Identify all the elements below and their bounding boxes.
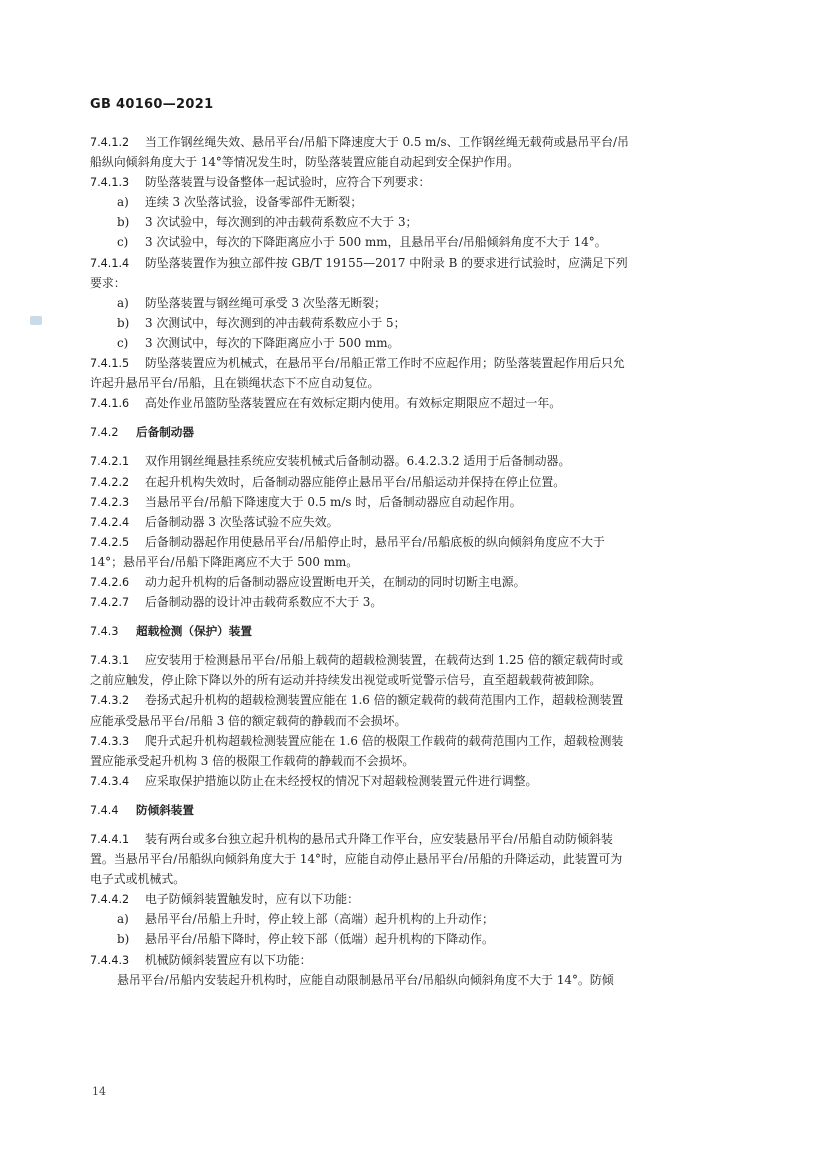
list-item: [90, 232, 738, 252]
list-item-text: 连续 3 次坠落试验，设备零部件无断裂；: [145, 195, 363, 210]
list-item: [90, 333, 738, 353]
clause-text: 电子防倾斜装置触发时，应有以下功能：: [145, 892, 360, 907]
clause-number: 7.4.2.1: [90, 455, 130, 469]
clause-text: 后备制动器的设计冲击载荷系数应不大于 3。: [145, 595, 383, 610]
clause-text: 防坠落装置作为独立部件按 GB/T 19155—2017 中附录 B 的要求进行试验时，应满足下列: [145, 255, 628, 270]
clause-number: 7.4.2.7: [90, 596, 130, 610]
clause-text: 机械防倾斜装置应有以下功能：: [145, 952, 312, 967]
list-item-label: a): [117, 295, 129, 310]
clause-text: 当工作钢丝绳失效、悬吊平台/吊船下降速度大于 0.5 m/s、工作钢丝绳无载荷或悬吊平台/吊: [145, 135, 629, 149]
clause-number: 7.4.3.4: [90, 774, 130, 788]
section-heading: [90, 422, 738, 442]
continuation-line: 14°；悬吊平台/吊船下降距离应不大于 500 mm。: [90, 554, 359, 569]
clause: [90, 253, 738, 273]
clause-text: 防坠落装置与设备整体一起试验时，应符合下列要求：: [145, 175, 431, 190]
clause-text: 后备制动器起作用使悬吊平台/吊船停止时，悬吊平台/吊船底板的纵向倾斜角度应不大于: [145, 534, 605, 549]
continuation-line: 许起升悬吊平台/吊船，且在锁绳状态下不应自动复位。: [90, 376, 380, 391]
continuation-line: 要求：: [90, 275, 126, 290]
clause-number: 7.4.3.3: [90, 734, 130, 748]
clause-number: 7.4.4.3: [90, 953, 130, 967]
clause-text: 应安装用于检测悬吊平台/吊船上载荷的超载检测装置，在载荷达到 1.25 倍的额定载荷时或: [145, 653, 623, 668]
list-item-text: 3 次测试中，每次的下降距离应小于 500 mm。: [145, 335, 400, 350]
section-heading: [90, 800, 738, 820]
clause-number: 7.4.1.3: [90, 176, 130, 190]
clause-number: 7.4.1.6: [90, 397, 130, 411]
clause: [90, 592, 738, 612]
clause-number: 7.4.4.1: [90, 833, 130, 846]
side-marker: [30, 316, 42, 325]
clause: [90, 950, 738, 970]
list-item: [90, 313, 738, 333]
continuation-line: 船纵向倾斜角度大于 14°等情况发生时，防坠落装置应能自动起到安全保护作用。: [90, 155, 520, 170]
list-item-label: a): [117, 912, 129, 927]
continuation-line: 之前应触发，停止除下降以外的所有运动并持续发出视觉或听觉警示信号，直至超载载荷被卸除。: [90, 673, 602, 688]
list-item-label: c): [117, 335, 129, 350]
list-item-label: a): [117, 195, 129, 210]
continuation-line: 置应能承受起升机构 3 倍的极限工作载荷的静载而不会损坏。: [90, 753, 415, 768]
clause-number: 7.4.4.2: [90, 893, 130, 907]
page-number: 14: [92, 1085, 106, 1098]
clause-number: 7.4.3.2: [90, 694, 130, 708]
section-title: 后备制动器: [136, 425, 194, 440]
clause-number: 7.4.1.5: [90, 357, 130, 371]
list-item-label: c): [117, 235, 129, 250]
clause: [90, 532, 738, 552]
clause-number: 7.4.4: [90, 803, 119, 817]
list-item-label: b): [117, 215, 130, 230]
continuation-line: 置。当悬吊平台/吊船纵向倾斜角度大于 14°时，应能自动停止悬吊平台/吊船的升降运动，此装置可为: [90, 852, 623, 867]
clause: [90, 690, 738, 710]
list-item-text: 3 次试验中，每次的下降距离应小于 500 mm，且悬吊平台/吊船倾斜角度不大于 14°。: [145, 235, 607, 250]
section-heading: [90, 621, 738, 641]
clause-text: 高处作业吊篮防坠落装置应在有效标定期内使用。有效标定期限应不超过一年。: [145, 396, 562, 411]
list-item-text: 悬吊平台/吊船下降时，停止较下部（低端）起升机构的下降动作。: [145, 932, 494, 947]
section-title: 超载检测（保护）装置: [136, 624, 252, 639]
continuation-line: 电子式或机械式。: [90, 872, 186, 887]
clause-number: 7.4.2.4: [90, 515, 130, 529]
continuation-line: 悬吊平台/吊船内安装起升机构时，应能自动限制悬吊平台/吊船纵向倾斜角度不大于 14°。防倾: [117, 972, 614, 987]
list-item-label: b): [117, 315, 130, 330]
clause-number: 7.4.1.4: [90, 256, 130, 270]
continuation-line: 应能承受悬吊平台/吊船 3 倍的额定载荷的静载而不会损坏。: [90, 713, 407, 728]
clause-text: 双作用钢丝绳悬挂系统应安装机械式后备制动器。6.4.2.3.2 适用于后备制动器。: [145, 454, 571, 469]
clause: [90, 172, 738, 192]
clause: [90, 472, 738, 492]
list-item-text: 3 次测试中，每次测到的冲击载荷系数应小于 5；: [145, 315, 406, 330]
clause-number: 7.4.2.5: [90, 535, 130, 549]
clause-text: 防坠落装置应为机械式，在悬吊平台/吊船正常工作时不应起作用；防坠落装置起作用后只允: [145, 356, 625, 371]
document-code: GB 40160—2021: [90, 97, 214, 112]
section-title: 防倾斜装置: [136, 802, 194, 817]
clause-number: 7.4.3.1: [90, 654, 130, 668]
list-item: [90, 293, 738, 313]
clause-text: 应采取保护措施以防止在未经授权的情况下对超载检测装置元件进行调整。: [145, 773, 538, 788]
clause-text: 当悬吊平台/吊船下降速度大于 0.5 m/s 时，后备制动器应自动起作用。: [145, 494, 522, 509]
document-body: [90, 132, 738, 990]
clause: [90, 393, 738, 413]
list-item-text: 3 次试验中，每次测到的冲击载荷系数应不大于 3；: [145, 215, 418, 230]
clause-number: 7.4.2.2: [90, 475, 130, 489]
clause-text: 装有两台或多台独立起升机构的悬吊式升降工作平台，应安装悬吊平台/吊船自动防倾斜装: [145, 832, 613, 846]
clause-text: 在起升机构失效时，后备制动器应能停止悬吊平台/吊船运动并保持在停止位置。: [145, 474, 566, 489]
clause: [90, 889, 738, 909]
clause: [90, 353, 738, 373]
clause: [90, 829, 738, 849]
clause-text: 卷扬式起升机构的超载检测装置应能在 1.6 倍的额定载荷的载荷范围内工作，超载检测装置: [145, 693, 624, 708]
list-item-label: b): [117, 932, 130, 947]
clause-number: 7.4.2.6: [90, 575, 130, 589]
clause: [90, 771, 738, 791]
clause-text: 爬升式起升机构超载检测装置应能在 1.6 倍的极限工作载荷的载荷范围内工作，超载检测装: [145, 733, 624, 748]
clause: [90, 132, 738, 152]
list-item-text: 防坠落装置与钢丝绳可承受 3 次坠落无断裂；: [145, 295, 387, 310]
list-item: [90, 929, 738, 949]
clause: [90, 572, 738, 592]
clause-number: 7.4.1.2: [90, 136, 130, 149]
list-item: [90, 192, 738, 212]
clause: [90, 451, 738, 471]
clause: [90, 512, 738, 532]
clause: [90, 731, 738, 751]
clause: [90, 492, 738, 512]
list-item-text: 悬吊平台/吊船上升时，停止较上部（高端）起升机构的上升动作；: [145, 912, 494, 927]
clause-text: 动力起升机构的后备制动器应设置断电开关，在制动的同时切断主电源。: [145, 574, 526, 589]
list-item: [90, 212, 738, 232]
clause: [90, 650, 738, 670]
clause-number: 7.4.2: [90, 426, 119, 440]
clause-number: 7.4.3: [90, 625, 119, 639]
clause-text: 后备制动器 3 次坠落试验不应失效。: [145, 514, 339, 529]
clause-number: 7.4.2.3: [90, 495, 130, 509]
list-item: [90, 909, 738, 929]
